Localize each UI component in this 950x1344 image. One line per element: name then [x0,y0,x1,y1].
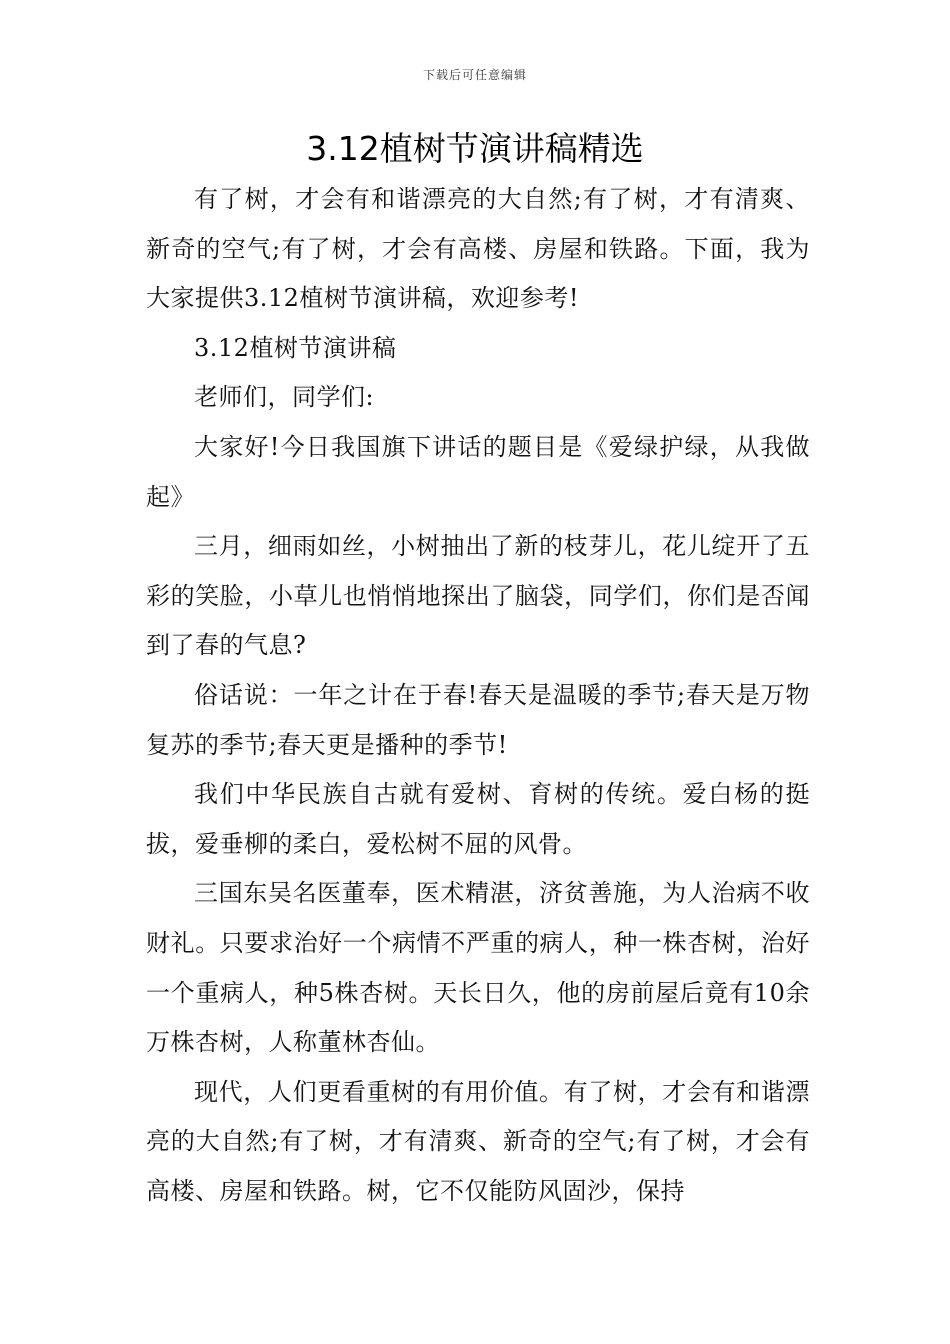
paragraph-proverb: 俗话说：一年之计在于春!春天是温暖的季节;春天是万物复苏的季节;春天更是播种的季节! [146,680,810,759]
paragraph-dongfeng: 三国东吴名医董奉，医术精湛，济贫善施，为人治病不收财礼。只要求治好一个病情不严重的病人，种一株杏树，治好一个重病人，种5株杏树。天长日久，他的房前屋后竟有10余万株杏树，人称董林杏仙。 [146,879,810,1057]
document-title: 3.12植树节演讲稿精选 [306,129,644,168]
paragraph-intro: 有了树，才会有和谐漂亮的大自然;有了树，才有清爽、新奇的空气;有了树，才会有高楼、房屋和铁路。下面，我为大家提供3.12植树节演讲稿，欢迎参考! [146,185,810,313]
paragraph-spring: 三月，细雨如丝，小树抽出了新的枝芽儿，花儿绽开了五彩的笑脸，小草儿也悄悄地探出了脑袋，同学们，你们是否闻到了春的气息? [146,532,810,660]
header-note: 下载后可任意编辑 [422,68,527,82]
paragraph-topic: 大家好!今日我国旗下讲话的题目是《爱绿护绿，从我做起》 [146,432,810,511]
paragraph-modern: 现代，人们更看重树的有用价值。有了树，才会有和谐漂亮的大自然;有了树，才有清爽、新奇的空气;有了树，才会有高楼、房屋和铁路。树，它不仅能防风固沙，保持 [146,1077,810,1205]
paragraph-greeting: 老师们，同学们: [194,383,375,412]
paragraph-tradition: 我们中华民族自古就有爱树、育树的传统。爱白杨的挺拔，爱垂柳的柔白，爱松树不屈的风骨。 [146,780,810,858]
paragraph-subtitle: 3.12植树节演讲稿 [194,333,397,362]
document-body [146,175,810,1216]
